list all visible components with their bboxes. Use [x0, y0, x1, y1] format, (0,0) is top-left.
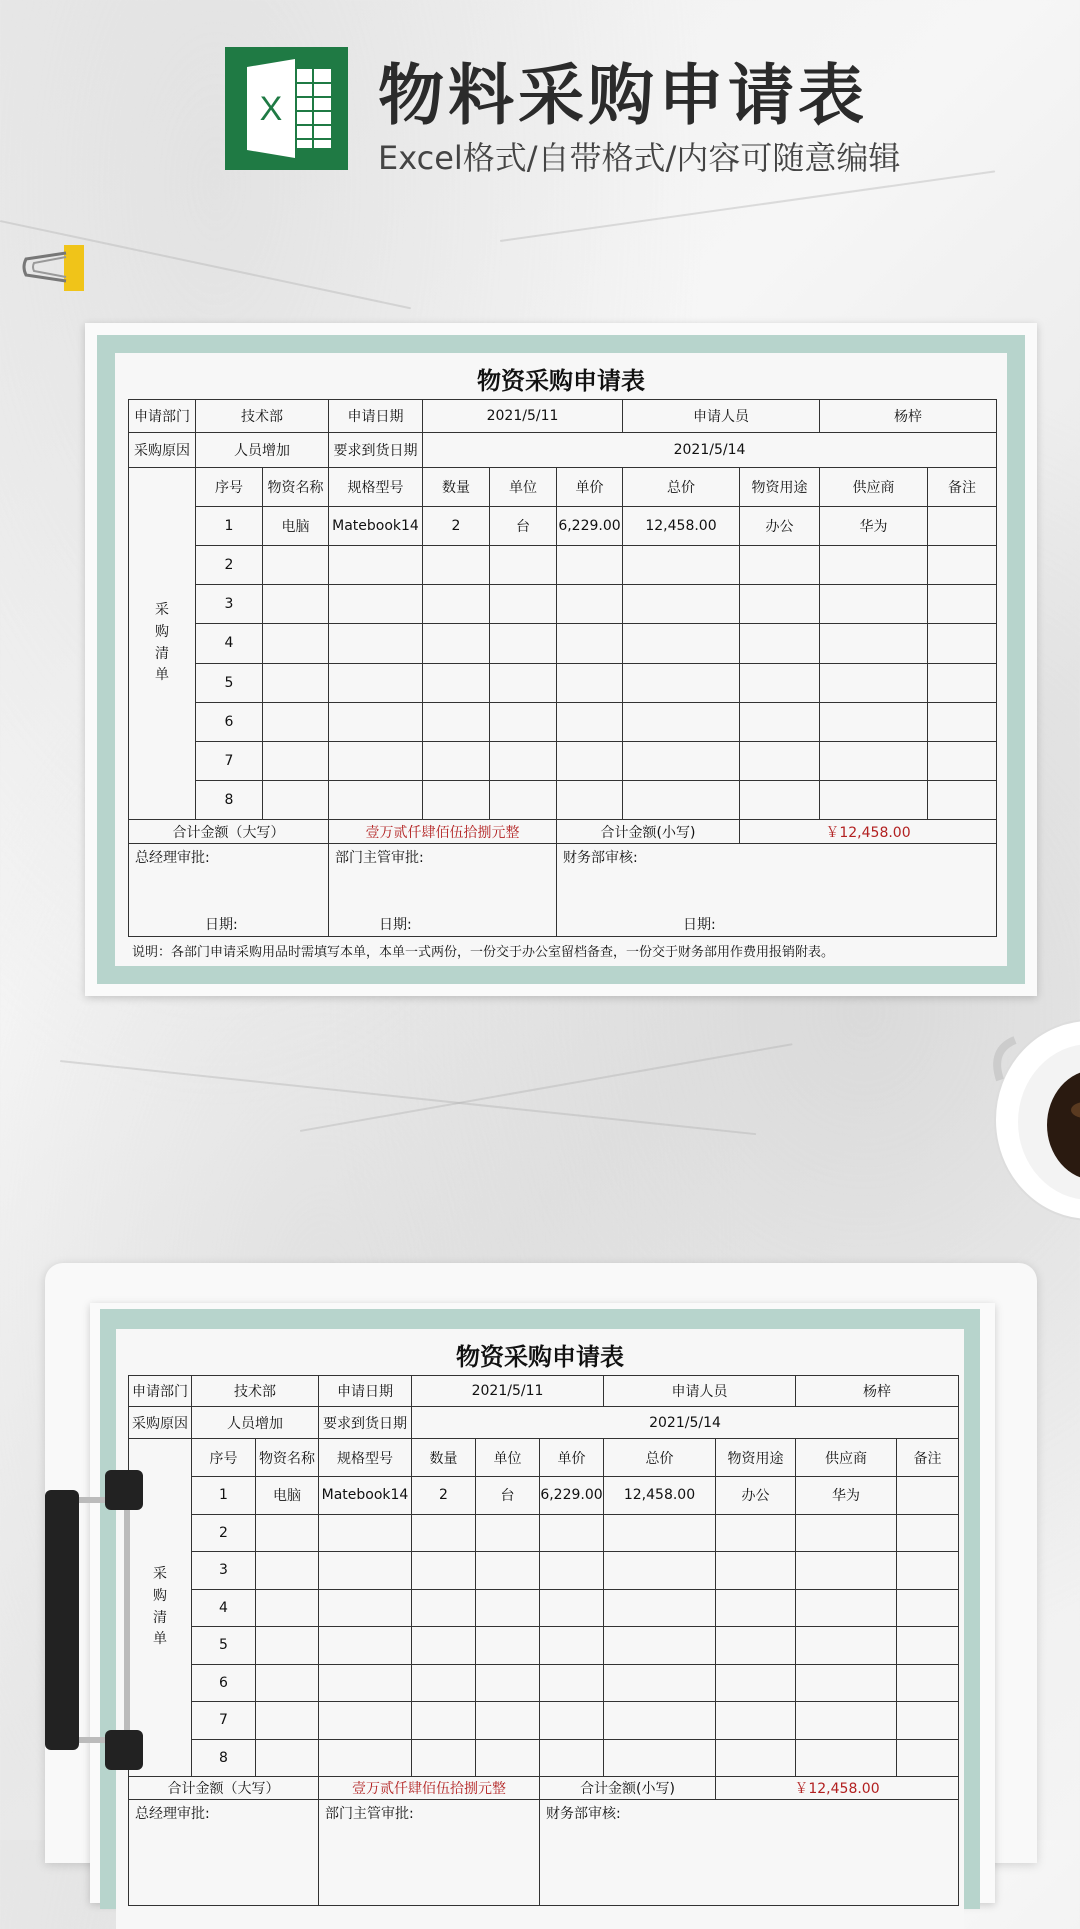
col-header: 规格型号 [329, 468, 423, 507]
list-label-char: 购 [155, 623, 169, 640]
table-cell[interactable] [604, 1627, 716, 1665]
marble-vein [300, 1043, 793, 1132]
reason-label: 采购原因 [129, 1407, 192, 1439]
table-cell[interactable] [928, 507, 997, 546]
table-cell[interactable] [716, 1627, 796, 1665]
page-subtitle: Excel格式/自带格式/内容可随意编辑 [378, 139, 901, 177]
col-header: 物资名称 [263, 468, 329, 507]
total-lower-value[interactable]: ￥12,458.00 [740, 820, 997, 844]
table-cell[interactable] [476, 1627, 540, 1665]
table-cell[interactable] [604, 1515, 716, 1553]
table-cell[interactable] [256, 1740, 319, 1778]
table-cell[interactable] [256, 1627, 319, 1665]
table-cell[interactable] [423, 546, 490, 585]
table-cell[interactable]: 12,458.00 [604, 1477, 716, 1515]
table-cell[interactable] [820, 664, 928, 703]
table-cell[interactable] [820, 742, 928, 781]
binder-clip-icon [20, 243, 90, 293]
date-value[interactable]: 2021/5/11 [412, 1376, 604, 1407]
total-upper-label: 合计金额（大写） [129, 1777, 319, 1800]
table-cell[interactable] [329, 585, 423, 624]
table-cell[interactable] [256, 1702, 319, 1740]
clipboard [45, 1263, 1037, 1863]
table-cell[interactable] [490, 585, 557, 624]
col-header: 序号 [196, 468, 263, 507]
table-cell[interactable] [557, 781, 623, 820]
row-index-cell[interactable]: 3 [192, 1552, 256, 1590]
finance-approval-box[interactable] [540, 1800, 959, 1906]
table-cell[interactable] [490, 781, 557, 820]
dept-label: 申请部门 [129, 400, 196, 433]
col-header: 规格型号 [319, 1439, 412, 1477]
gm-approval-box[interactable] [129, 1800, 319, 1906]
col-header: 总价 [604, 1439, 716, 1477]
row-index-cell[interactable]: 3 [196, 585, 263, 624]
table-cell[interactable] [540, 1590, 604, 1628]
col-header: 供应商 [796, 1439, 897, 1477]
table-cell[interactable]: Matebook14 [329, 507, 423, 546]
col-header: 物资用途 [716, 1439, 796, 1477]
row-index-cell[interactable]: 5 [192, 1627, 256, 1665]
row-index-cell[interactable]: 6 [196, 703, 263, 742]
table-cell[interactable] [928, 703, 997, 742]
table-cell[interactable] [423, 742, 490, 781]
table-cell[interactable]: 电脑 [256, 1477, 319, 1515]
table-cell[interactable] [557, 703, 623, 742]
table-cell[interactable] [412, 1515, 476, 1553]
table-cell[interactable] [897, 1477, 959, 1515]
table-cell[interactable] [476, 1515, 540, 1553]
form-sheet-preview [90, 1303, 995, 1903]
row-index-cell[interactable]: 6 [192, 1665, 256, 1703]
table-cell[interactable] [319, 1627, 412, 1665]
applicant-value[interactable]: 杨梓 [796, 1376, 959, 1407]
table-cell[interactable] [796, 1552, 897, 1590]
table-cell[interactable]: 华为 [820, 507, 928, 546]
table-cell[interactable] [412, 1627, 476, 1665]
row-index-cell[interactable]: 5 [196, 664, 263, 703]
reason-value[interactable]: 人员增加 [196, 433, 329, 468]
delivery-value[interactable]: 2021/5/14 [423, 433, 997, 468]
table-cell[interactable] [263, 624, 329, 663]
purchase-list-label [129, 468, 196, 820]
table-cell[interactable] [329, 664, 423, 703]
dept-head-approval-box[interactable] [319, 1800, 540, 1906]
table-cell[interactable] [604, 1590, 716, 1628]
table-cell[interactable] [740, 585, 820, 624]
table-cell[interactable] [423, 624, 490, 663]
table-cell[interactable]: 台 [476, 1477, 540, 1515]
table-cell[interactable] [557, 585, 623, 624]
table-cell[interactable] [490, 664, 557, 703]
table-cell[interactable] [623, 585, 740, 624]
table-cell[interactable] [490, 742, 557, 781]
page-title: 物料采购申请表 [378, 57, 868, 134]
table-cell[interactable] [412, 1552, 476, 1590]
gm-approval-box[interactable] [129, 844, 329, 937]
applicant-value[interactable]: 杨梓 [820, 400, 997, 433]
table-cell[interactable] [263, 742, 329, 781]
row-index-cell[interactable]: 2 [192, 1515, 256, 1553]
svg-text:X: X [259, 90, 283, 128]
reason-value[interactable]: 人员增加 [192, 1407, 319, 1439]
table-cell[interactable] [716, 1665, 796, 1703]
gm-approval-label: 总经理审批: [135, 1806, 210, 1822]
table-cell[interactable] [928, 742, 997, 781]
table-cell[interactable] [329, 781, 423, 820]
dept-value[interactable]: 技术部 [196, 400, 329, 433]
table-cell[interactable] [796, 1627, 897, 1665]
col-header: 物资名称 [256, 1439, 319, 1477]
table-cell[interactable] [423, 703, 490, 742]
table-cell[interactable] [263, 781, 329, 820]
table-cell[interactable] [423, 664, 490, 703]
dept-head-approval-box[interactable] [329, 844, 557, 937]
total-lower-value[interactable]: ￥12,458.00 [716, 1777, 959, 1800]
table-cell[interactable] [476, 1590, 540, 1628]
total-upper-label: 合计金额（大写） [129, 820, 329, 844]
table-cell[interactable] [604, 1702, 716, 1740]
table-cell[interactable] [897, 1665, 959, 1703]
total-upper-value[interactable]: 壹万贰仟肆佰伍拾捌元整 [319, 1777, 540, 1800]
list-label-char: 清 [153, 1609, 167, 1626]
row-index-cell[interactable]: 7 [192, 1702, 256, 1740]
table-cell[interactable] [476, 1552, 540, 1590]
table-cell[interactable]: 6,229.00 [557, 507, 623, 546]
table-cell[interactable] [319, 1665, 412, 1703]
table-cell[interactable] [897, 1702, 959, 1740]
row-index-cell[interactable]: 8 [196, 781, 263, 820]
marble-vein [60, 1060, 756, 1135]
table-cell[interactable]: 电脑 [263, 507, 329, 546]
table-cell[interactable] [476, 1665, 540, 1703]
row-index-cell[interactable]: 4 [192, 1590, 256, 1628]
table-cell[interactable] [540, 1702, 604, 1740]
table-cell[interactable] [820, 624, 928, 663]
table-cell[interactable] [256, 1590, 319, 1628]
row-index-cell[interactable]: 1 [196, 507, 263, 546]
total-lower-label: 合计金额(小写) [557, 820, 740, 844]
table-cell[interactable] [740, 781, 820, 820]
col-header: 供应商 [820, 468, 928, 507]
table-cell[interactable] [319, 1702, 412, 1740]
list-label-char: 购 [153, 1587, 167, 1604]
table-cell[interactable] [540, 1515, 604, 1553]
col-header: 序号 [192, 1439, 256, 1477]
table-cell[interactable] [796, 1740, 897, 1778]
form-sheet [85, 323, 1037, 996]
table-cell[interactable] [897, 1590, 959, 1628]
dept-head-date-label: 日期: [379, 917, 412, 933]
marble-vein [500, 170, 995, 242]
coffee-cup-icon [970, 1010, 1080, 1230]
table-cell[interactable] [820, 585, 928, 624]
delivery-label: 要求到货日期 [329, 433, 423, 468]
table-cell[interactable] [319, 1515, 412, 1553]
table-cell[interactable] [716, 1590, 796, 1628]
form-title: 物资采购申请表 [477, 367, 645, 395]
total-upper-value[interactable]: 壹万贰仟肆佰伍拾捌元整 [329, 820, 557, 844]
table-cell[interactable] [329, 703, 423, 742]
col-header: 单价 [540, 1439, 604, 1477]
table-cell[interactable] [740, 703, 820, 742]
table-cell[interactable] [740, 742, 820, 781]
date-value[interactable]: 2021/5/11 [423, 400, 623, 433]
table-cell[interactable] [623, 546, 740, 585]
col-header: 数量 [423, 468, 490, 507]
table-cell[interactable] [540, 1552, 604, 1590]
total-lower-label: 合计金额(小写) [540, 1777, 716, 1800]
clipboard-handle-icon [45, 1470, 155, 1770]
table-cell[interactable] [490, 703, 557, 742]
table-cell[interactable] [476, 1702, 540, 1740]
table-cell[interactable] [263, 703, 329, 742]
table-cell[interactable] [263, 546, 329, 585]
table-cell[interactable] [319, 1590, 412, 1628]
table-cell[interactable] [256, 1665, 319, 1703]
applicant-label: 申请人员 [623, 400, 820, 433]
table-cell[interactable] [897, 1515, 959, 1553]
table-cell[interactable] [540, 1665, 604, 1703]
col-header: 单价 [557, 468, 623, 507]
list-label-char: 单 [155, 667, 169, 684]
form-table [128, 399, 997, 937]
table-cell[interactable] [740, 664, 820, 703]
table-cell[interactable] [490, 546, 557, 585]
table-cell[interactable] [263, 585, 329, 624]
table-cell[interactable] [423, 585, 490, 624]
table-cell[interactable]: 办公 [716, 1477, 796, 1515]
table-cell[interactable] [557, 742, 623, 781]
table-cell[interactable] [820, 703, 928, 742]
table-cell[interactable] [423, 781, 490, 820]
table-cell[interactable] [604, 1665, 716, 1703]
table-cell[interactable]: 华为 [796, 1477, 897, 1515]
table-cell[interactable] [928, 781, 997, 820]
table-cell[interactable]: 办公 [740, 507, 820, 546]
row-index-cell[interactable]: 1 [192, 1477, 256, 1515]
form-note: 说明：各部门申请采购用品时需填写本单，本单一式两份，一份交于办公室留档备查，一份交于财务部用作费用报销附表。 [132, 945, 835, 960]
table-cell[interactable] [412, 1702, 476, 1740]
table-cell[interactable] [623, 624, 740, 663]
table-cell[interactable] [740, 546, 820, 585]
dept-head-approval-label: 部门主管审批: [325, 1806, 414, 1822]
row-index-cell[interactable]: 7 [196, 742, 263, 781]
table-cell[interactable] [623, 781, 740, 820]
table-cell[interactable] [412, 1665, 476, 1703]
table-cell[interactable] [540, 1627, 604, 1665]
row-index-cell[interactable]: 4 [196, 624, 263, 663]
table-cell[interactable] [716, 1702, 796, 1740]
list-label-char: 清 [155, 645, 169, 662]
table-cell[interactable] [820, 781, 928, 820]
finance-approval-label: 财务部审核: [563, 850, 638, 866]
gm-date-label: 日期: [205, 917, 238, 933]
table-cell[interactable] [897, 1627, 959, 1665]
table-cell[interactable] [557, 624, 623, 663]
table-cell[interactable] [796, 1665, 897, 1703]
table-cell[interactable] [897, 1552, 959, 1590]
table-cell[interactable] [716, 1515, 796, 1553]
excel-icon [225, 47, 348, 170]
col-header: 单位 [490, 468, 557, 507]
reason-label: 采购原因 [129, 433, 196, 468]
gm-approval-label: 总经理审批: [135, 850, 210, 866]
table-cell[interactable] [928, 546, 997, 585]
table-cell[interactable] [319, 1740, 412, 1778]
list-label-char: 采 [155, 602, 169, 619]
table-cell[interactable] [716, 1552, 796, 1590]
table-cell[interactable] [716, 1740, 796, 1778]
table-cell[interactable]: 12,458.00 [623, 507, 740, 546]
table-cell[interactable] [490, 624, 557, 663]
list-label-char: 单 [153, 1631, 167, 1648]
delivery-label: 要求到货日期 [319, 1407, 412, 1439]
table-cell[interactable] [604, 1552, 716, 1590]
table-cell[interactable] [897, 1740, 959, 1778]
date-label: 申请日期 [329, 400, 423, 433]
form-table-preview [128, 1375, 959, 1906]
table-cell[interactable] [928, 664, 997, 703]
col-header: 总价 [623, 468, 740, 507]
applicant-label: 申请人员 [604, 1376, 796, 1407]
finance-date-label: 日期: [683, 917, 716, 933]
table-cell[interactable] [476, 1740, 540, 1778]
table-cell[interactable] [329, 624, 423, 663]
table-cell[interactable]: 台 [490, 507, 557, 546]
table-cell[interactable] [623, 742, 740, 781]
table-cell[interactable] [412, 1740, 476, 1778]
dept-label: 申请部门 [129, 1376, 192, 1407]
table-cell[interactable] [623, 703, 740, 742]
col-header: 备注 [897, 1439, 959, 1477]
table-cell[interactable] [557, 664, 623, 703]
table-cell[interactable] [557, 546, 623, 585]
row-index-cell[interactable]: 8 [192, 1740, 256, 1778]
table-cell[interactable] [256, 1552, 319, 1590]
table-cell[interactable] [820, 546, 928, 585]
table-cell[interactable]: 6,229.00 [540, 1477, 604, 1515]
table-cell[interactable]: 2 [423, 507, 490, 546]
table-cell[interactable] [623, 664, 740, 703]
finance-approval-box[interactable] [557, 844, 997, 937]
dept-head-approval-label: 部门主管审批: [335, 850, 424, 866]
table-cell[interactable] [740, 624, 820, 663]
table-cell[interactable] [412, 1590, 476, 1628]
col-header: 备注 [928, 468, 997, 507]
dept-value[interactable]: 技术部 [192, 1376, 319, 1407]
table-cell[interactable] [319, 1552, 412, 1590]
delivery-value[interactable]: 2021/5/14 [412, 1407, 959, 1439]
row-index-cell[interactable]: 2 [196, 546, 263, 585]
list-label-char: 采 [153, 1566, 167, 1583]
table-cell[interactable]: Matebook14 [319, 1477, 412, 1515]
table-cell[interactable] [256, 1515, 319, 1553]
table-cell[interactable] [796, 1590, 897, 1628]
table-cell[interactable] [329, 742, 423, 781]
table-cell[interactable] [928, 624, 997, 663]
col-header: 数量 [412, 1439, 476, 1477]
table-cell[interactable] [796, 1702, 897, 1740]
form-title-preview: 物资采购申请表 [456, 1343, 624, 1371]
table-cell[interactable] [540, 1740, 604, 1778]
col-header: 物资用途 [740, 468, 820, 507]
table-cell[interactable] [263, 664, 329, 703]
table-cell[interactable] [796, 1515, 897, 1553]
table-cell[interactable] [329, 546, 423, 585]
table-cell[interactable] [604, 1740, 716, 1778]
table-cell[interactable]: 2 [412, 1477, 476, 1515]
finance-approval-label: 财务部审核: [546, 1806, 621, 1822]
table-cell[interactable] [928, 585, 997, 624]
col-header: 单位 [476, 1439, 540, 1477]
date-label: 申请日期 [319, 1376, 412, 1407]
